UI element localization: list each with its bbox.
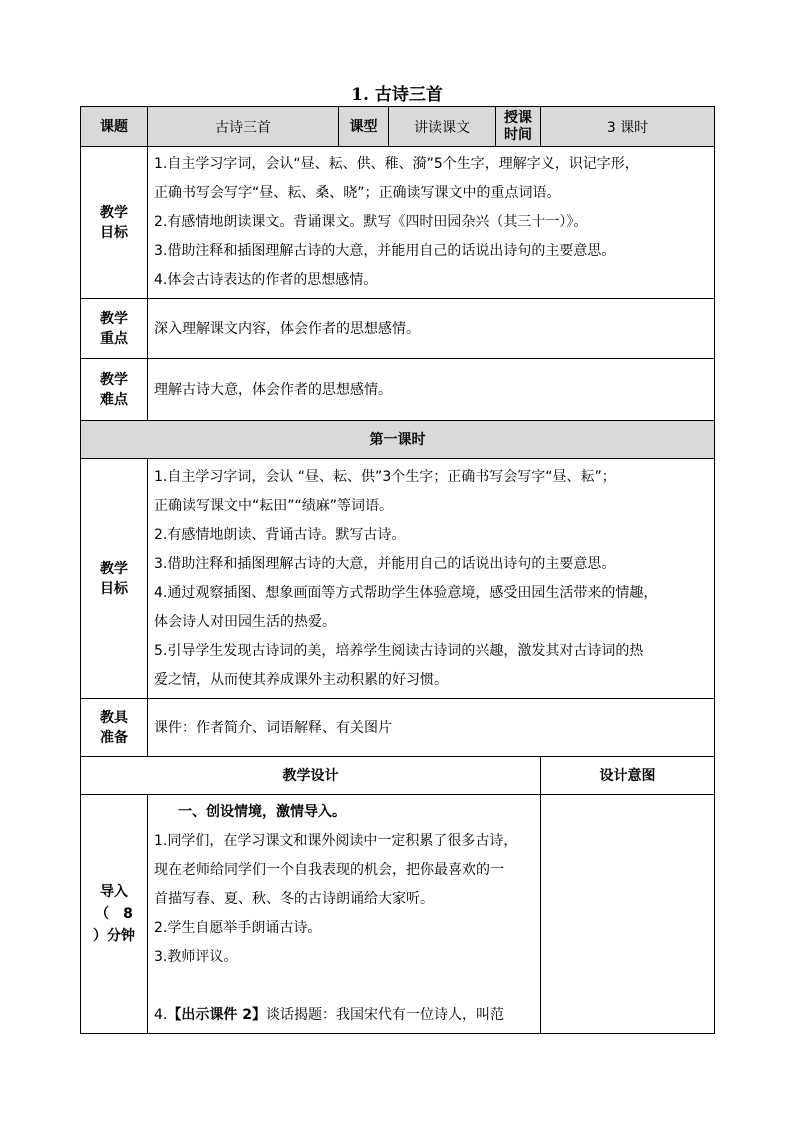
intro-heading: 一、创设情境，激情导入。 (178, 804, 346, 820)
materials-label: 教具 准备 (81, 699, 148, 757)
intent-column-header: 设计意图 (541, 757, 715, 795)
intro-line: 3.教师评议。 (154, 949, 238, 965)
intro-line: 首描写春、夏、秋、冬的古诗朗诵给大家听。 (154, 891, 434, 907)
design-column-header: 教学设计 (81, 757, 541, 795)
objective-line: 体会诗人对田园生活的热爱。 (154, 613, 336, 630)
objective-line: 2.有感情地朗读课文。背诵课文。默写《四时田园杂兴（其三十一）》。 (154, 214, 588, 230)
first-lesson-row (81, 421, 715, 459)
intro-line: 现在老师给同学们一个自我表现的机会，把你最喜欢的一 (154, 862, 504, 878)
intro-line: 2.学生自愿举手朗诵古诗。 (154, 920, 322, 936)
intro-content (148, 795, 541, 1034)
key-points-text: 深入理解课文内容，体会作者的思想感情。 (148, 299, 715, 359)
lesson-value: 古诗三首 (148, 107, 339, 147)
header-row (81, 107, 715, 147)
difficulties-label: 教学 难点 (81, 359, 148, 421)
objectives-content (148, 147, 715, 299)
objective-line: 正确读写课文中“耘田”“绩麻”等词语。 (154, 497, 394, 514)
lesson-label: 课题 (81, 107, 148, 147)
objective-line: 4.体会古诗表达的作者的思想感情。 (154, 272, 378, 288)
objectives-row (81, 147, 715, 299)
key-points-row (81, 299, 715, 359)
objectives-label: 教学 目标 (81, 147, 148, 299)
intro-row (81, 795, 715, 1034)
design-header-row (81, 757, 715, 795)
intro-line (154, 972, 538, 1001)
objective-line: 1.自主学习字词，会认“昼、耘、供、稚、漪”5个生字，理解字义，识记字形， (154, 156, 639, 172)
intro-line: 1.同学们，在学习课文和课外阅读中一定积累了很多古诗， (154, 833, 518, 849)
first-lesson-title: 第一课时 (81, 421, 715, 459)
objective-line: 4.通过观察插图、想象画面等方式帮助学生体验意境，感受田园生活带来的情趣， (154, 584, 658, 601)
first-lesson-objectives-row (81, 459, 715, 699)
difficulties-row (81, 359, 715, 421)
page-title: 1. 古诗三首 (351, 85, 443, 105)
objective-line: 正确书写会写字“昼、耘、桑、晓”；正确读写课文中的重点词语。 (154, 185, 561, 201)
objective-line: 1.自主学习字词，会认 “昼、耘、供”3个生字；正确书写会写字“昼、耘”； (154, 468, 616, 485)
type-value: 讲读课文 (389, 107, 496, 147)
objective-line: 3.借助注释和插图理解古诗的大意，并能用自己的话说出诗句的主要意思。 (154, 555, 616, 572)
intro-line: 4.【出示课件 2】谈话揭题：我国宋代有一位诗人，叫范 (154, 1007, 504, 1023)
objective-line: 爱之情，从而使其养成课外主动积累的好习惯。 (154, 671, 448, 688)
objective-line: 2.有感情地朗读、背诵古诗。默写古诗。 (154, 526, 406, 543)
objective-line: 5.引导学生发现古诗词的美，培养学生阅读古诗词的兴趣，激发其对古诗词的热 (154, 642, 644, 659)
intent-content (541, 795, 715, 1034)
materials-row (81, 699, 715, 757)
lesson-plan-table (80, 106, 715, 1034)
materials-text: 课件：作者简介、词语解释、有关图片 (148, 699, 715, 757)
first-lesson-objectives-label: 教学 目标 (81, 459, 148, 699)
time-value: 3 课时 (541, 107, 715, 147)
difficulties-text: 理解古诗大意，体会作者的思想感情。 (148, 359, 715, 421)
intro-label: 导入 （ 8 ）分钟 (81, 795, 148, 1034)
type-label: 课型 (339, 107, 389, 147)
key-points-label: 教学 重点 (81, 299, 148, 359)
time-label: 授课 时间 (496, 107, 541, 147)
objective-line: 3.借助注释和插图理解古诗的大意，并能用自己的话说出诗句的主要意思。 (154, 243, 616, 259)
first-lesson-objectives-content (148, 459, 715, 699)
